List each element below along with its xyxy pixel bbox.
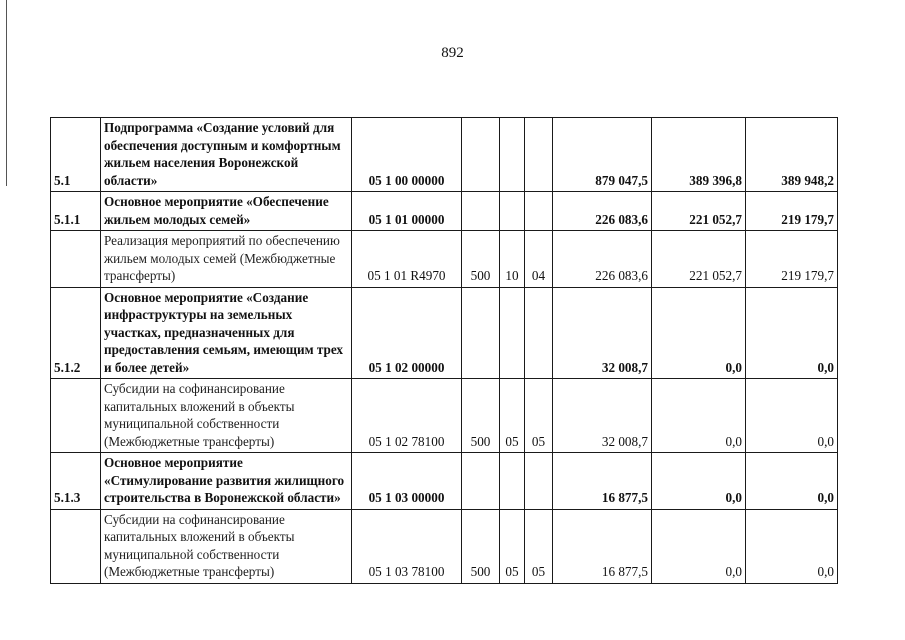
- row-pr: [525, 453, 553, 510]
- row-code: 05 1 03 00000: [352, 453, 462, 510]
- table-row: [51, 118, 838, 192]
- row-rz: 05: [500, 509, 525, 583]
- row-year3-amount: 0,0: [746, 379, 838, 453]
- row-vr: [462, 453, 500, 510]
- row-name: Субсидии на софинансирование капитальных вложений в объекты муниципальной собственности (Межбюджетные трансферты): [101, 509, 352, 583]
- row-rz: [500, 287, 525, 379]
- row-vr: [462, 192, 500, 231]
- row-number: [51, 231, 101, 288]
- row-year2-amount: 0,0: [652, 379, 746, 453]
- table-row: [51, 287, 838, 379]
- row-year2-amount: 221 052,7: [652, 192, 746, 231]
- table-row: [51, 192, 838, 231]
- row-pr: [525, 118, 553, 192]
- row-year1-amount: 16 877,5: [553, 453, 652, 510]
- row-year1-amount: 32 008,7: [553, 379, 652, 453]
- row-year3-amount: 219 179,7: [746, 192, 838, 231]
- row-code: 05 1 00 00000: [352, 118, 462, 192]
- row-code: 05 1 02 78100: [352, 379, 462, 453]
- row-year2-amount: 221 052,7: [652, 231, 746, 288]
- row-vr: [462, 287, 500, 379]
- row-year2-amount: 0,0: [652, 453, 746, 510]
- row-rz: 05: [500, 379, 525, 453]
- row-pr: 05: [525, 379, 553, 453]
- table-row: [51, 231, 838, 288]
- row-pr: 05: [525, 509, 553, 583]
- page-number: 892: [441, 45, 464, 61]
- row-year1-amount: 879 047,5: [553, 118, 652, 192]
- row-rz: [500, 453, 525, 510]
- row-year3-amount: 0,0: [746, 287, 838, 379]
- row-vr: [462, 118, 500, 192]
- row-pr: [525, 287, 553, 379]
- row-number: 5.1.1: [51, 192, 101, 231]
- row-name: Основное мероприятие «Создание инфраструктуры на земельных участках, предназначенных для предоставления семьям, имеющим трех и более детей»: [101, 287, 352, 379]
- row-year1-amount: 226 083,6: [553, 192, 652, 231]
- row-year3-amount: 0,0: [746, 509, 838, 583]
- row-name: Подпрограмма «Создание условий для обеспечения доступным и комфортным жильем населения Воронежской области»: [101, 118, 352, 192]
- row-rz: [500, 118, 525, 192]
- row-number: 5.1.3: [51, 453, 101, 510]
- budget-table: [50, 117, 838, 584]
- row-rz: 10: [500, 231, 525, 288]
- row-name: Субсидии на софинансирование капитальных вложений в объекты муниципальной собственности (Межбюджетные трансферты): [101, 379, 352, 453]
- row-code: 05 1 01 R4970: [352, 231, 462, 288]
- row-year2-amount: 0,0: [652, 287, 746, 379]
- row-pr: 04: [525, 231, 553, 288]
- row-rz: [500, 192, 525, 231]
- table-row: [51, 379, 838, 453]
- row-year3-amount: 0,0: [746, 453, 838, 510]
- row-vr: 500: [462, 379, 500, 453]
- row-pr: [525, 192, 553, 231]
- table-row: [51, 509, 838, 583]
- row-year1-amount: 226 083,6: [553, 231, 652, 288]
- scan-edge-line: [6, 0, 7, 186]
- row-year1-amount: 16 877,5: [553, 509, 652, 583]
- row-vr: 500: [462, 231, 500, 288]
- table-row: [51, 453, 838, 510]
- row-code: 05 1 03 78100: [352, 509, 462, 583]
- row-year3-amount: 389 948,2: [746, 118, 838, 192]
- row-number: 5.1.2: [51, 287, 101, 379]
- row-vr: 500: [462, 509, 500, 583]
- row-number: [51, 379, 101, 453]
- row-year2-amount: 0,0: [652, 509, 746, 583]
- row-name: Реализация мероприятий по обеспечению жильем молодых семей (Межбюджетные трансферты): [101, 231, 352, 288]
- row-code: 05 1 02 00000: [352, 287, 462, 379]
- row-name: Основное мероприятие «Обеспечение жильем молодых семей»: [101, 192, 352, 231]
- row-name: Основное мероприятие «Стимулирование развития жилищного строительства в Воронежской области»: [101, 453, 352, 510]
- row-year3-amount: 219 179,7: [746, 231, 838, 288]
- row-number: [51, 509, 101, 583]
- row-year2-amount: 389 396,8: [652, 118, 746, 192]
- row-code: 05 1 01 00000: [352, 192, 462, 231]
- row-number: 5.1: [51, 118, 101, 192]
- row-year1-amount: 32 008,7: [553, 287, 652, 379]
